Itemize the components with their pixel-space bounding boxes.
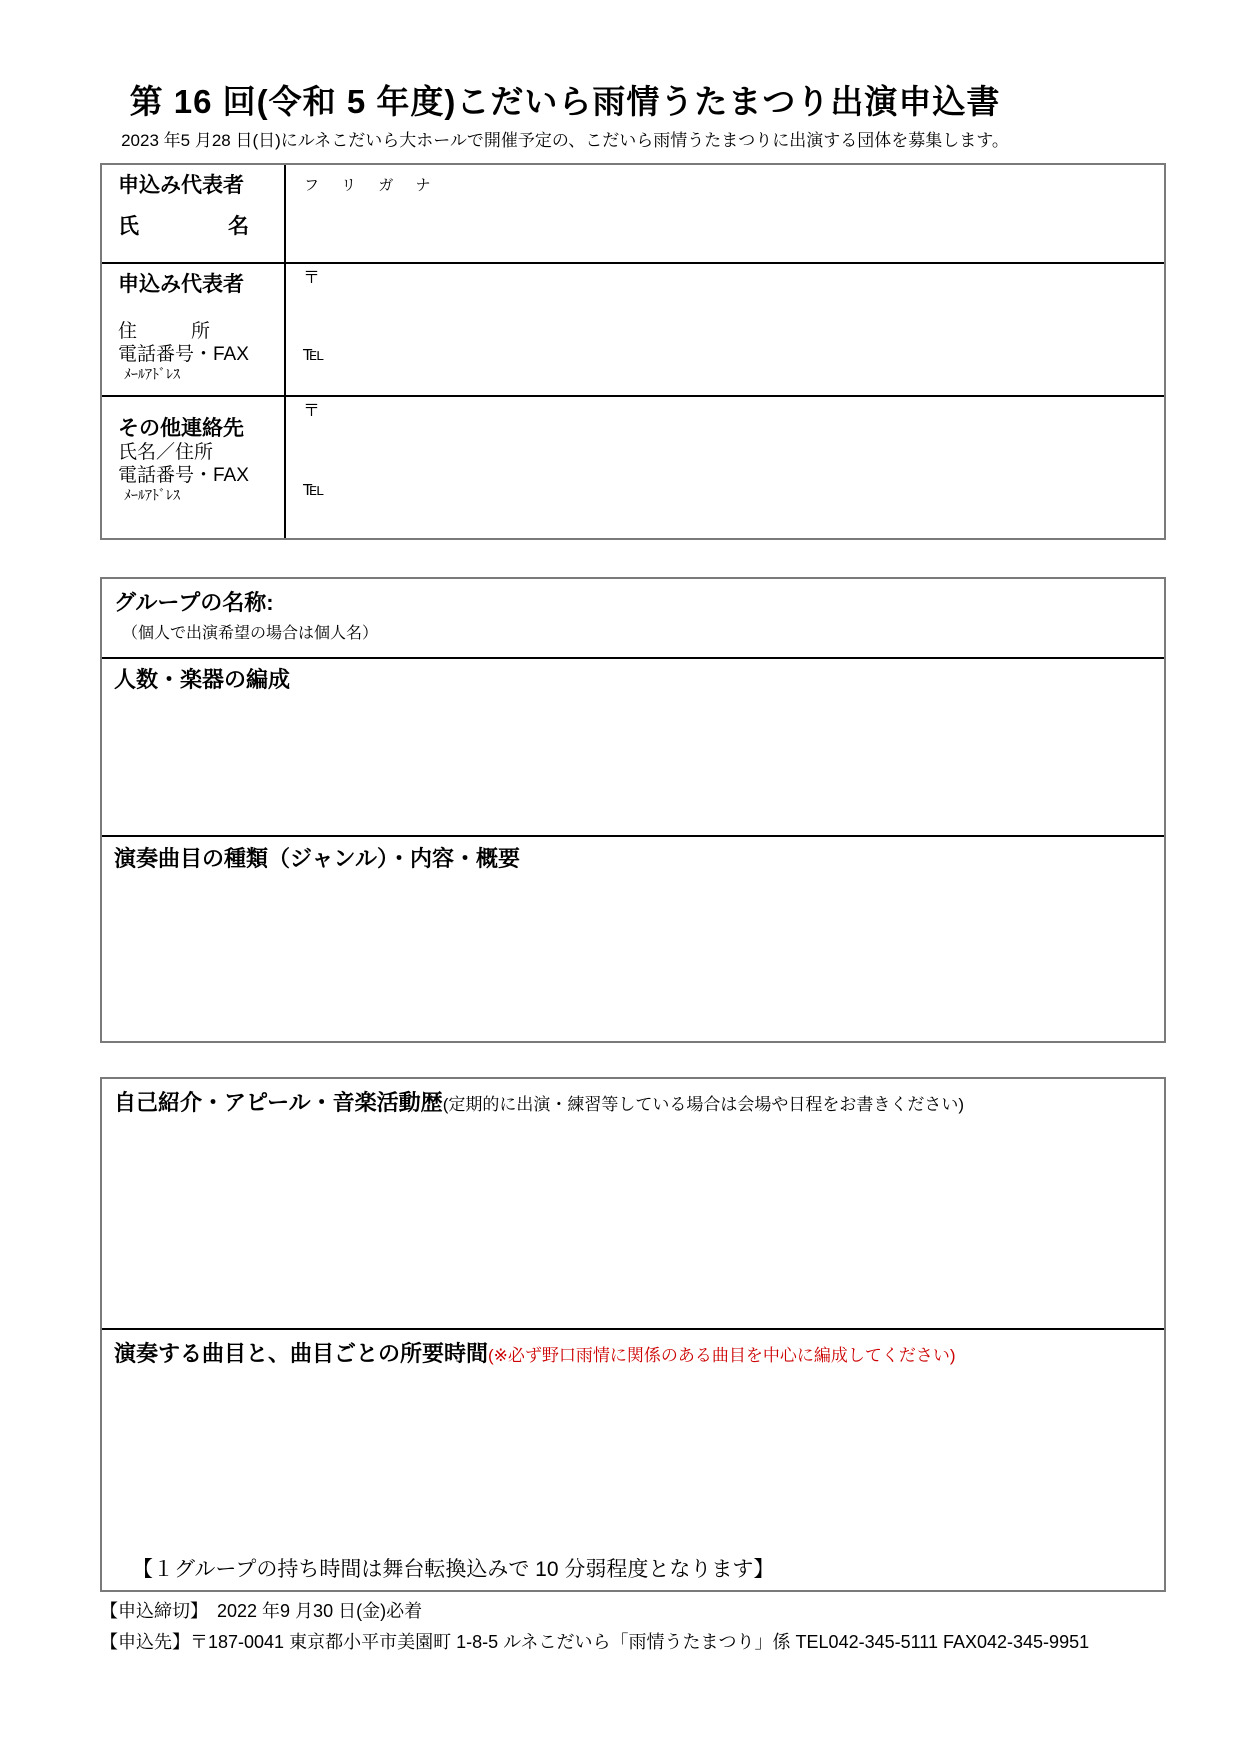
phone-fax-label: 電話番号・FAX [118,465,249,487]
applicant-rep-label: 申込み代表者 [118,273,244,296]
applicant-name-label-cell [102,165,286,264]
group-info-table [100,577,1166,1043]
tel-mark: ℡ [303,343,325,365]
postal-mark: 〒 [303,268,320,287]
performance-details-table [100,1077,1166,1592]
self-intro-note: (定期的に出演・練習等している場合は会場や日程をお書きください) [442,1095,965,1114]
genre-summary-label: 演奏曲目の種類（ジャンル）・内容・概要 [114,846,521,871]
applicant-name-input-cell [286,165,1164,264]
form-title: 第 16 回(令和 5 年度)こだいら雨情うたまつり出演申込書 [129,83,1001,120]
phone-fax-label: 電話番号・FAX [118,344,249,366]
other-contact-label-cell [102,397,286,538]
members-instruments-label: 人数・楽器の編成 [114,667,291,692]
applicant-rep-label: 申込み代表者 [118,174,244,197]
applicant-address-label-cell [102,264,286,397]
other-contact-label: その他連絡先 [118,417,244,440]
name-address-label: 氏名／住所 [118,442,214,464]
other-contact-input-cell [286,397,1164,538]
deadline-line: 【申込締切】 2022 年9 月30 日(金)必着 [100,1601,423,1621]
form-subtitle: 2023 年5 月28 日(日)にルネこだいら大ホールで開催予定の、こだいら雨情うたまつりに出演する団体を募集します。 [121,131,1009,150]
group-name-note: （個人で出演希望の場合は個人名） [122,625,379,643]
tel-mark: ℡ [303,478,325,500]
furigana-label: フ リ ガ ナ [304,177,440,194]
address-label: 住 所 [118,321,210,343]
time-limit-note: 【１グループの持ち時間は舞台転換込みで 10 分弱程度となります】 [132,1557,775,1581]
postal-mark: 〒 [303,401,320,420]
self-intro-label: 自己紹介・アピール・音楽活動歴 [114,1090,443,1115]
members-instruments-cell [102,659,1164,837]
applicant-address-input-cell [286,264,1164,397]
song-list-cell [102,1330,1164,1590]
address-line: 【申込先】〒187-0041 東京都小平市美園町 1-8-5 ルネこだいら「雨情うたまつり」係 TEL042-345-5111 FAX042-345-9951 [100,1632,1090,1652]
self-intro-cell [102,1079,1164,1330]
email-label: ﾒｰﾙｱﾄﾞﾚｽ [124,487,180,504]
name-label: 氏 名 [118,215,249,239]
email-label: ﾒｰﾙｱﾄﾞﾚｽ [124,366,180,383]
applicant-contact-table [100,163,1166,540]
group-name-cell [102,579,1164,659]
genre-summary-cell [102,837,1164,1041]
song-list-label: 演奏する曲目と、曲目ごとの所要時間 [114,1341,489,1366]
song-list-warning: (※必ず野口雨情に関係のある曲目を中心に編成してください) [488,1346,956,1365]
group-name-label: グループの名称: [114,590,274,615]
song-list-heading [114,1341,1156,1366]
